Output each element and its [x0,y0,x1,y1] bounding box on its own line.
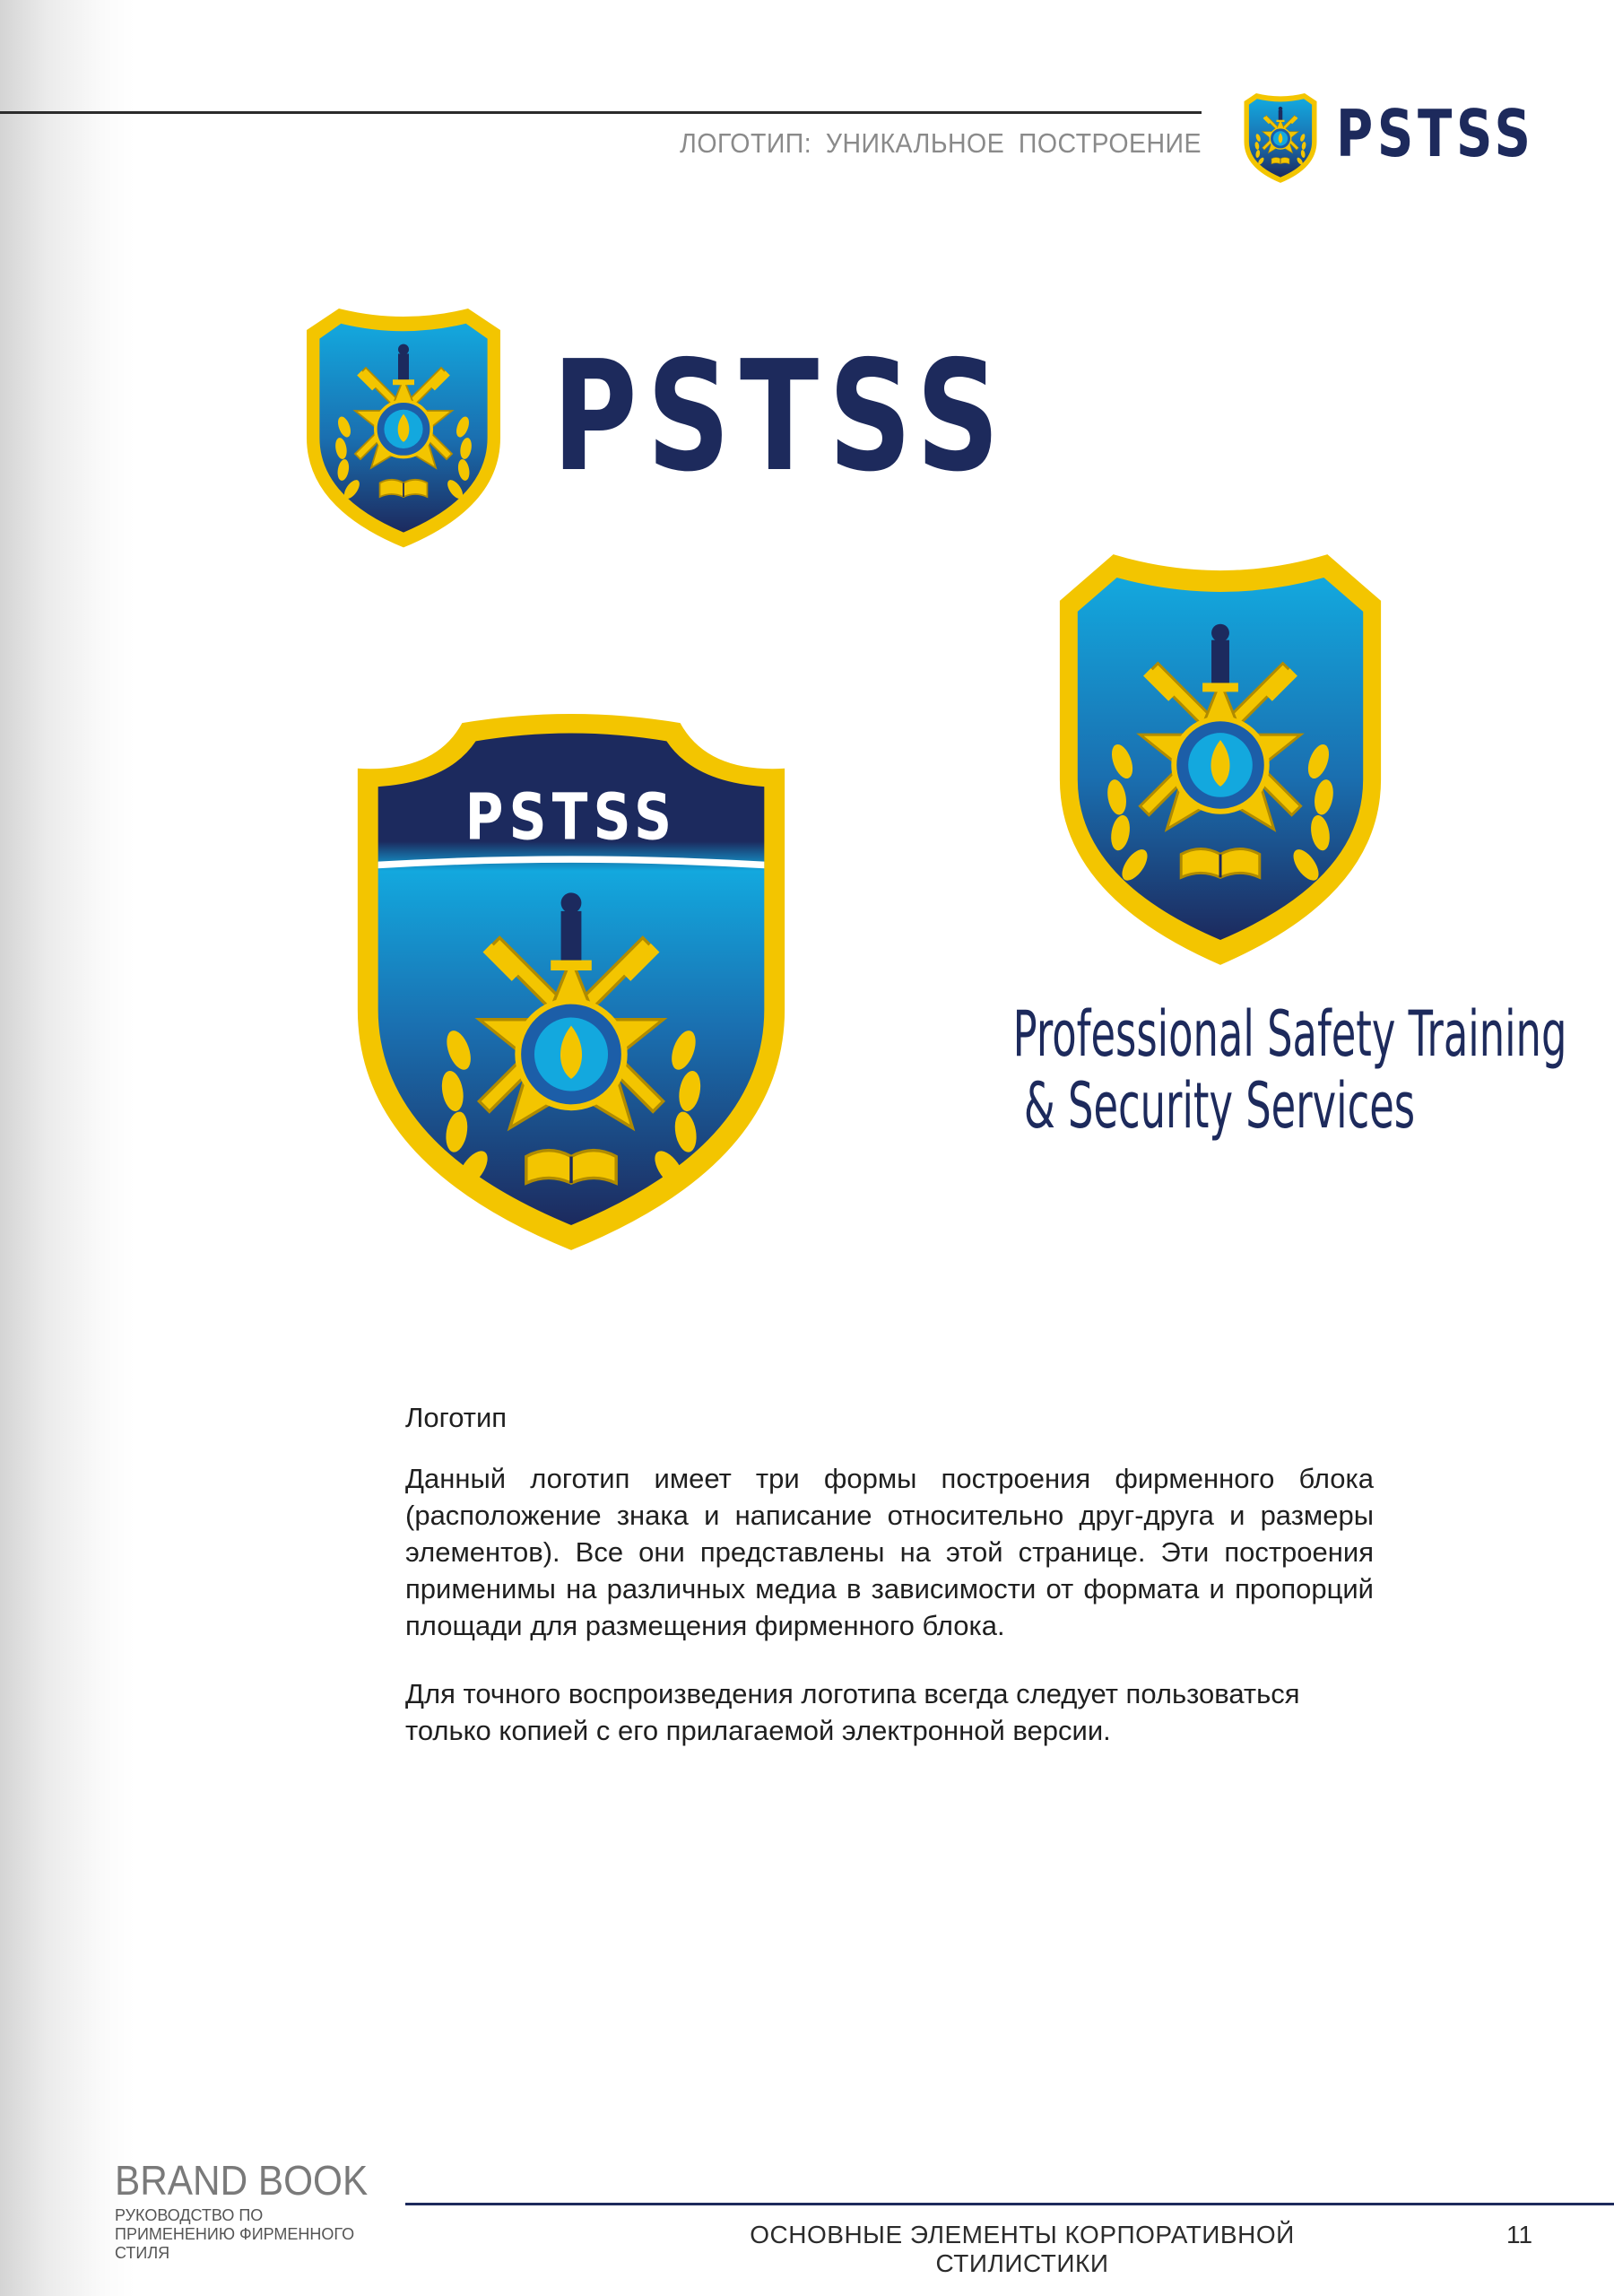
footer-brand-subtitle: РУКОВОДСТВО ПО ПРИМЕНЕНИЮ ФИРМЕННОГО СТИЛЯ [115,2206,355,2262]
crest-wordmark: PSTSS [464,780,678,855]
hero-logo-wordmark: PSTSS [552,328,1010,506]
content-paragraph-1: Данный логотип имеет три формы построения фирменного блока (расположение знака и написание относительно друг-друга и размеры элементов). Все они представлены на этой странице. Эти построения применимы на различных медиа в зависимости от формата и пропорций площади для размещения фирменного блока. [405,1463,1374,1641]
header-logo-wordmark: PSTSS [1336,96,1535,171]
shield-crest-icon [343,714,799,1259]
content-title: Логотип [405,1402,508,1433]
content-paragraph-2: Для точного воспроизведения логотипа всегда следует пользоваться только копией с его прилагаемой электронной версии. [405,1678,1300,1746]
shield-crest-icon [1042,547,1399,976]
footer-divider [405,2203,1614,2205]
shield-crest-icon [1240,86,1321,189]
tagline-line-1: Professional Safety Training [1012,997,1567,1071]
page-spine-shadow [0,0,134,2296]
section-title: ЛОГОТИП: УНИКАЛЬНОЕ ПОСТРОЕНИЕ [680,127,1202,159]
page-number: 11 [1506,2221,1533,2248]
shield-crest-icon [296,298,511,556]
footer-brand-title: BRAND BOOK [115,2157,369,2204]
tagline-line-2: & Security Services [1023,1069,1416,1143]
footer-section-title: ОСНОВНЫЕ ЭЛЕМЕНТЫ КОРПОРАТИВНОЙ СТИЛИСТИКИ [750,2221,1295,2277]
header-divider [0,111,1202,114]
